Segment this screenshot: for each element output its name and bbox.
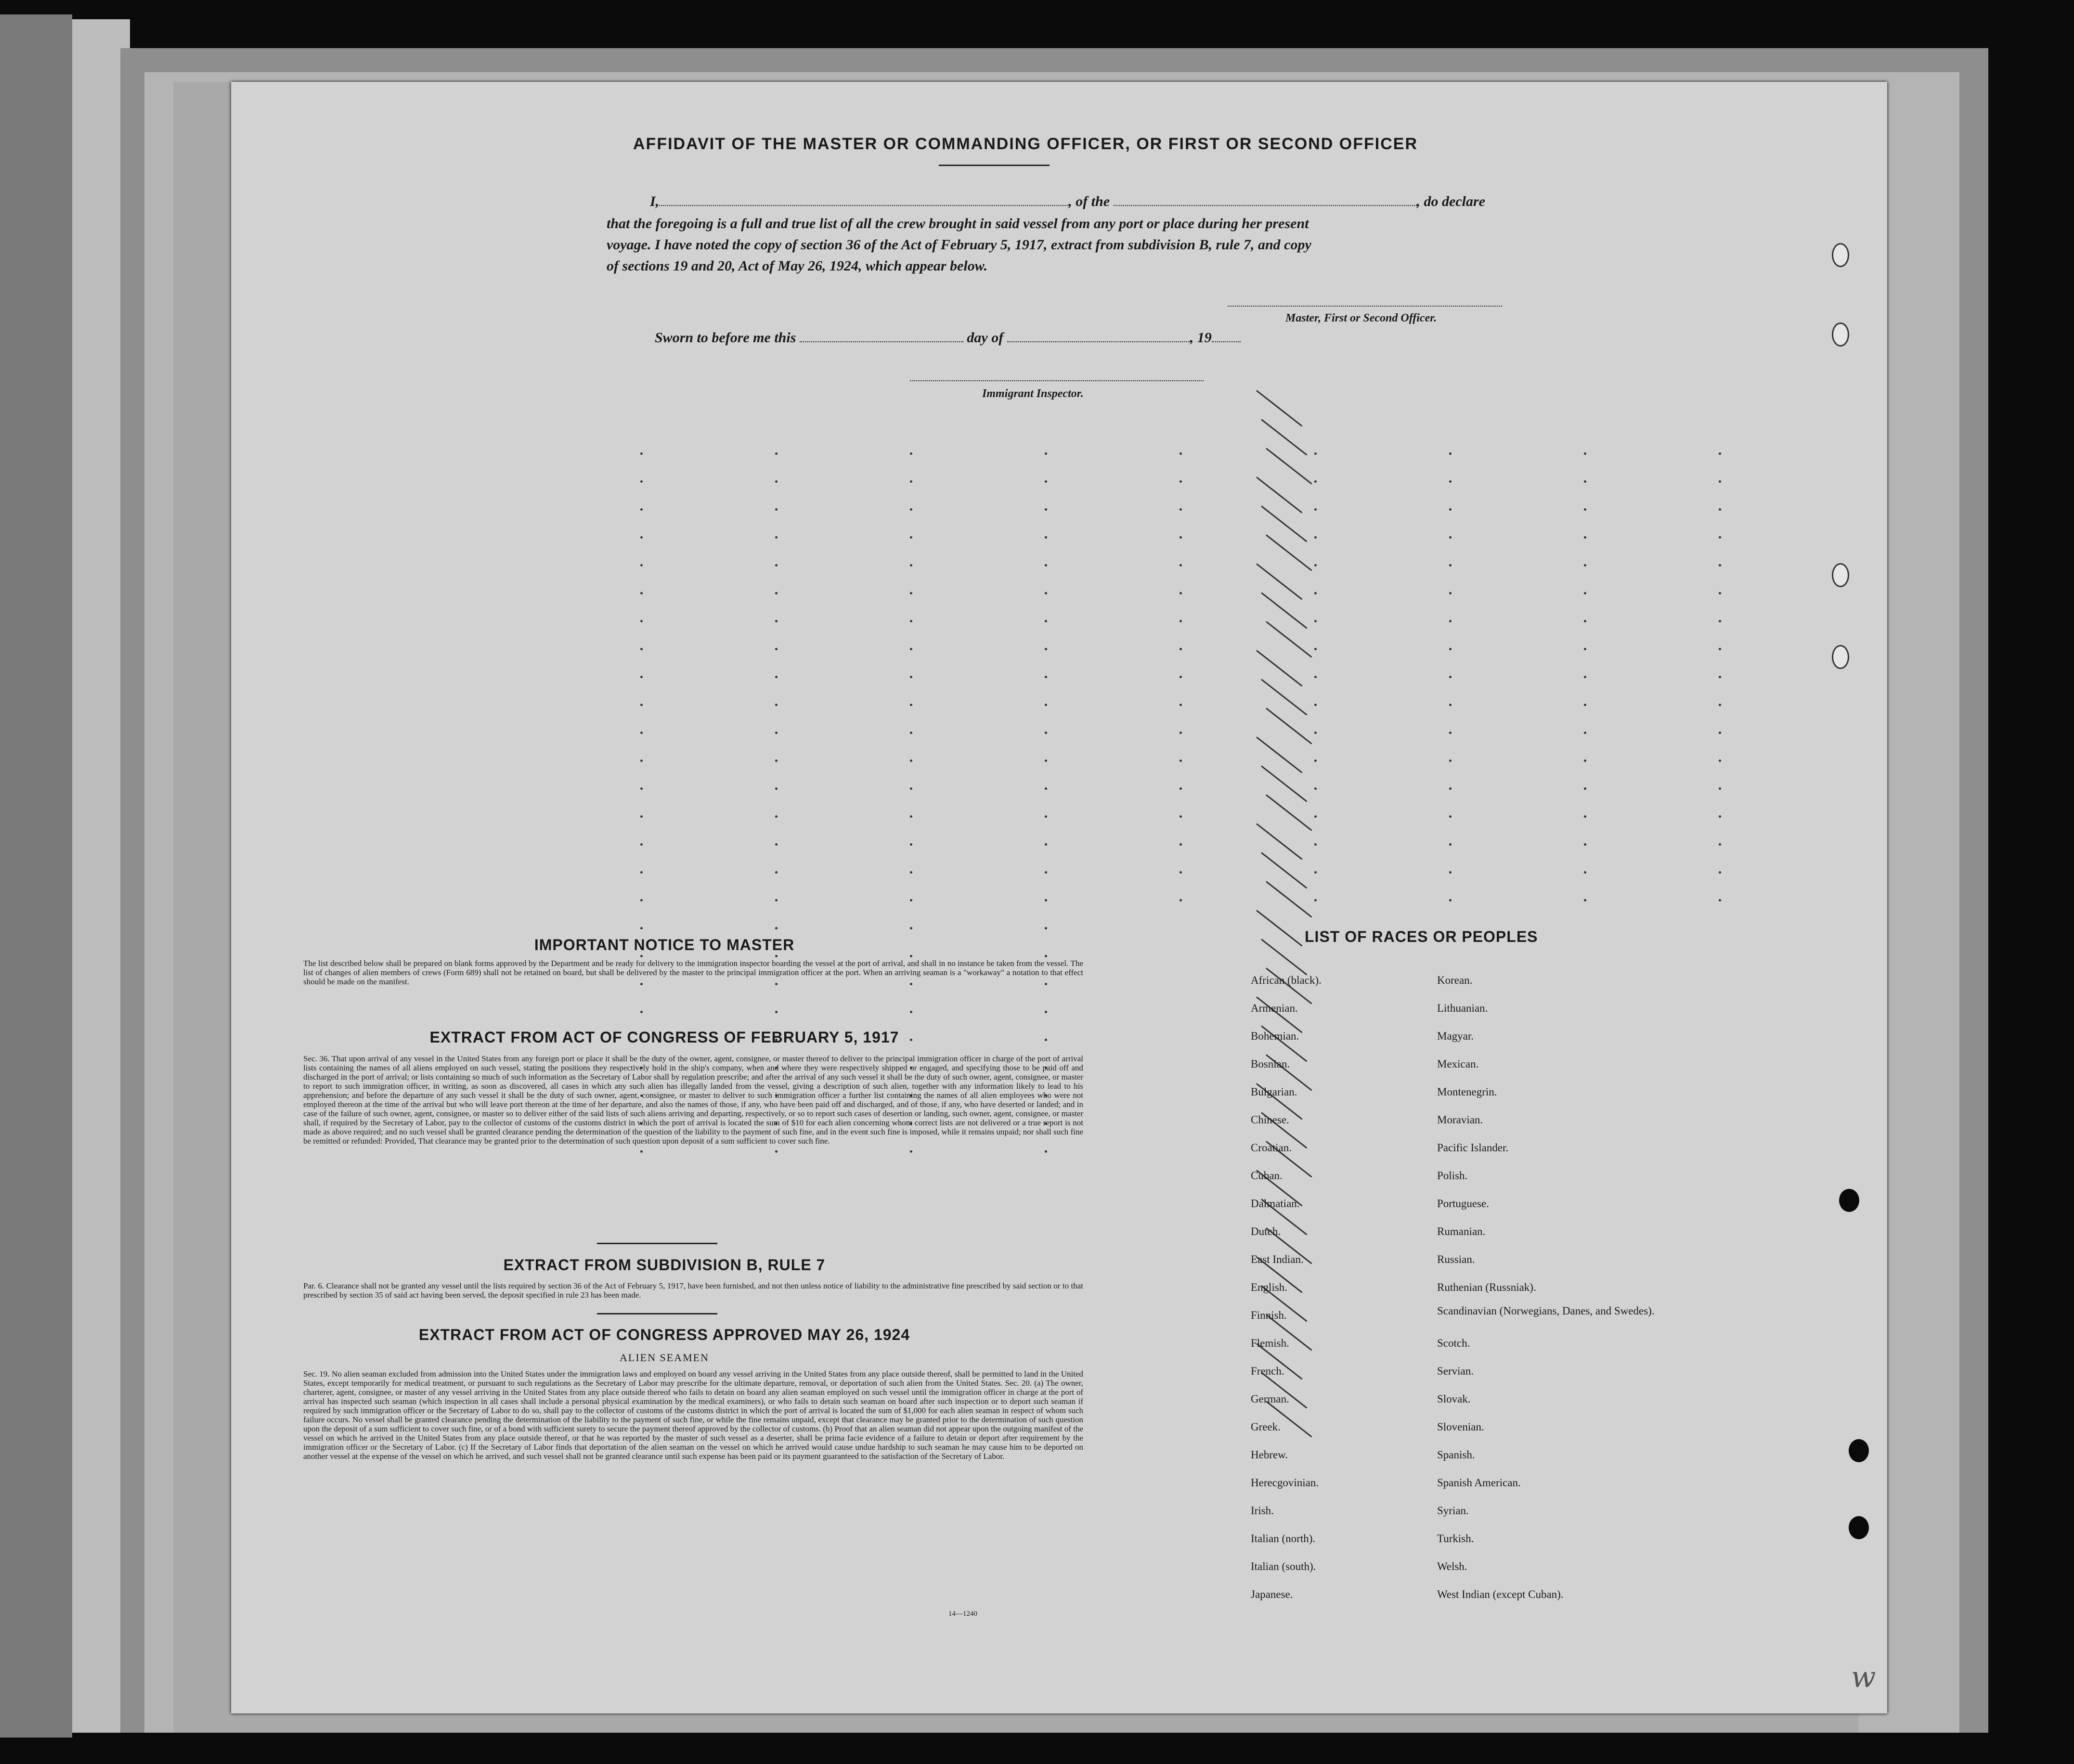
grid-dot [910, 564, 912, 567]
grid-dot [1045, 592, 1047, 594]
grid-dot [640, 704, 643, 706]
grid-dot [910, 899, 912, 901]
notice-title: IMPORTANT NOTICE TO MASTER [534, 936, 795, 953]
race-item: Ruthenian (Russniak). [1437, 1281, 1536, 1293]
grid-dot [775, 704, 778, 706]
affidavit-title: AFFIDAVIT OF THE MASTER OR COMMANDING OFFICER, OR FIRST OR SECOND OFFICER [633, 135, 1418, 153]
race-item: Herecgovinian. [1251, 1477, 1319, 1489]
race-item: Hebrew. [1251, 1449, 1288, 1461]
grid-dot [1314, 648, 1317, 650]
grid-dot [775, 564, 778, 567]
grid-dot [1180, 760, 1182, 762]
grid-dot [1045, 508, 1047, 511]
punch-hole [1849, 1439, 1869, 1462]
race-item: Armenian. [1251, 1002, 1298, 1014]
grid-dot [640, 732, 643, 734]
sworn-prefix: Sworn to before me this [655, 330, 796, 346]
grid-dot [640, 620, 643, 622]
grid-dot [1719, 704, 1721, 706]
grid-dot [640, 536, 643, 539]
section-rule [597, 1243, 717, 1244]
rule7-title: EXTRACT FROM SUBDIVISION B, RULE 7 [503, 1256, 826, 1274]
sworn-day-of: day of [967, 330, 1004, 346]
name-blank [659, 205, 1068, 206]
race-item: Italian (north). [1251, 1532, 1316, 1545]
grid-dot [910, 760, 912, 762]
inspector-signature-label: Immigrant Inspector. [982, 387, 1084, 400]
grid-dot [1314, 452, 1317, 455]
punch-hole [1832, 645, 1849, 669]
grid-dot [1584, 676, 1586, 678]
race-item: English. [1251, 1281, 1288, 1293]
grid-dot [1719, 760, 1721, 762]
grid-dot [1719, 648, 1721, 650]
master-signature-label: Master, First or Second Officer. [1285, 312, 1437, 324]
race-item: Russian. [1437, 1253, 1475, 1265]
grid-dot [775, 843, 778, 846]
grid-dot [910, 927, 912, 929]
punch-hole [1839, 1189, 1859, 1212]
grid-dot [775, 508, 778, 511]
grid-dot [910, 536, 912, 539]
grid-dot [1449, 760, 1452, 762]
grid-dot [1719, 871, 1721, 874]
grid-dot [640, 592, 643, 594]
notice-text: The list described below shall be prepared on blank forms approved by the Department and be ready for delivery to the immigration inspector boarding the vessel at the port of arrival, and shall in no instance be taken from the vessel. The list of changes of alien members of crews (Form 689) shall not be retained on board, but shall be delivered by the master to the principal immigration officer at the port. When an arriving seaman is a "workaway" a notation to that effect should be made on the manifest. [303, 959, 1083, 986]
grid-dot [640, 1011, 643, 1013]
grid-dot [1719, 592, 1721, 594]
grid-dot [775, 871, 778, 874]
grid-dot [640, 1150, 643, 1153]
race-item: Pacific Islander. [1437, 1142, 1509, 1154]
sworn-month-blank [1007, 341, 1190, 342]
grid-dot [1719, 732, 1721, 734]
grid-dot [640, 899, 643, 901]
grid-dot [1180, 676, 1182, 678]
grid-dot [1449, 536, 1452, 539]
grid-dot [1180, 508, 1182, 511]
grid-dot [1449, 732, 1452, 734]
grid-dot [1314, 676, 1317, 678]
sworn-year-blank [1212, 341, 1241, 342]
race-item: Croatian. [1251, 1142, 1292, 1154]
grid-dot [640, 480, 643, 483]
punch-hole [1832, 563, 1849, 587]
grid-dot [640, 927, 643, 929]
grid-dot [1180, 815, 1182, 818]
grid-dot [1449, 508, 1452, 511]
race-item: Polish. [1437, 1170, 1468, 1182]
grid-dot [640, 955, 643, 957]
grid-dot [1719, 620, 1721, 622]
grid-dot [1045, 787, 1047, 790]
grid-dot [910, 787, 912, 790]
race-item: Finnish. [1251, 1309, 1287, 1321]
grid-dot [1314, 899, 1317, 901]
declaration-line-1 [650, 193, 1757, 210]
race-item: Bulgarian. [1251, 1086, 1297, 1098]
race-item: West Indian (except Cuban). [1437, 1588, 1564, 1600]
grid-dot [1719, 676, 1721, 678]
grid-dot [1584, 564, 1586, 567]
grid-dot [1584, 648, 1586, 650]
grid-dot [1180, 899, 1182, 901]
grid-dot [1045, 648, 1047, 650]
sworn-line [655, 330, 1241, 346]
grid-dot [775, 760, 778, 762]
race-item: Servian. [1437, 1365, 1474, 1377]
punch-hole [1832, 322, 1849, 347]
grid-dot [910, 815, 912, 818]
vessel-blank [1114, 205, 1417, 206]
grid-dot [775, 787, 778, 790]
grid-dot [1449, 787, 1452, 790]
race-item: Portuguese. [1437, 1197, 1489, 1210]
grid-dot [1045, 676, 1047, 678]
grid-dot [1719, 899, 1721, 901]
grid-dot [1449, 480, 1452, 483]
race-item: Slovenian. [1437, 1421, 1484, 1433]
grid-dot [1045, 899, 1047, 901]
sworn-day-blank [800, 341, 963, 342]
punch-hole [1849, 1516, 1869, 1539]
grid-dot [775, 899, 778, 901]
grid-dot [640, 760, 643, 762]
grid-dot [640, 787, 643, 790]
grid-dot [640, 452, 643, 455]
master-signature-line [1228, 306, 1502, 307]
grid-dot [775, 648, 778, 650]
grid-dot [1180, 452, 1182, 455]
grid-dot [1314, 620, 1317, 622]
grid-dot [1584, 815, 1586, 818]
race-item: Montenegrin. [1437, 1086, 1497, 1098]
declaration-of-the: , of the [1068, 193, 1110, 209]
grid-dot [910, 955, 912, 957]
grid-dot [1180, 564, 1182, 567]
grid-dot [1719, 452, 1721, 455]
race-item: Irish. [1251, 1505, 1274, 1517]
grid-dot [910, 480, 912, 483]
grid-dot [1449, 648, 1452, 650]
grid-dot [1314, 815, 1317, 818]
grid-dot [1314, 871, 1317, 874]
grid-dot [1180, 787, 1182, 790]
extract-1917-text: Sec. 36. That upon arrival of any vessel in the United States from any foreign port or place it shall be the duty of the owner, agent, consignee, or master thereof to deliver to the principal immigration officer in charge of the port of arrival lists containing the names of all aliens employed on such vessel, stating the positions they respectively hold in the ship's company, when and where they were respectively shipped or engaged, and specifying those to be paid off and discharged in the port of arrival; or lists containing so much of such information as the Secretary of Labor shall by regulation prescribe; and after the arrival of any such vessel it shall be the duty of such owner, agent, consignee, or master to report to such immigration officer, in writing, as soon as discovered, all cases in which any such alien has illegally landed from the vessel, giving a description of such alien, together with any information likely to lead to his apprehension; and before the departure of any such vessel it shall be the duty of such owner, agent, consignee, or master to deliver to such immigration officer a further list containing the names of all alien employees who were not employed thereon at the time of the arrival but who will leave port thereon at the time of her departure, and also the names of those, if any, who have been paid off and discharged, and of those, if any, who have deserted or landed; and in case of the failure of such owner, agent, consignee, or master so to deliver either of the said lists of such aliens arriving and departing, respectively, or so to report such cases of desertion or landing, such owner, agent, consignee, or master shall, if required by the Secretary of Labor, pay to the collector of customs of the customs district in which the port of arrival is located the sum of $10 for each alien concerning whom correct lists are not delivered or a true report is not made as above required; and no such vessel shall be granted clearance pending the determination of the question of the liability to the payment of such fine, and in the event such fine is imposed, while it remains unpaid; nor shall such fine be remitted or refunded: Provided, That clearance may be granted prior to the determination of such question upon deposit of a sum sufficient to cover such fine. [303, 1054, 1083, 1146]
grid-dot [1180, 704, 1182, 706]
grid-dot [910, 871, 912, 874]
grid-dot [640, 564, 643, 567]
grid-dot [1584, 452, 1586, 455]
grid-dot [1180, 732, 1182, 734]
race-item: Welsh. [1437, 1560, 1467, 1572]
grid-dot [1045, 452, 1047, 455]
grid-dot [775, 536, 778, 539]
race-item: Slovak. [1437, 1393, 1471, 1405]
race-item: Bosnian. [1251, 1058, 1290, 1070]
grid-dot [1045, 704, 1047, 706]
grid-dot [1719, 843, 1721, 846]
corner-mark: w [1851, 1661, 1876, 1694]
grid-dot [1314, 704, 1317, 706]
grid-dot [1449, 564, 1452, 567]
grid-dot [1045, 480, 1047, 483]
race-item: French. [1251, 1365, 1284, 1377]
grid-dot [1584, 760, 1586, 762]
grid-dot [910, 452, 912, 455]
grid-dot [1045, 536, 1047, 539]
grid-dot [1584, 704, 1586, 706]
grid-dot [1045, 843, 1047, 846]
race-item: Mexican. [1437, 1058, 1479, 1070]
declaration-line-4: of sections 19 and 20, Act of May 26, 1924, which appear below. [607, 258, 988, 274]
declaration-i: I, [650, 193, 660, 209]
grid-dot [1584, 843, 1586, 846]
grid-dot [775, 732, 778, 734]
grid-dot [640, 648, 643, 650]
grid-dot [1180, 480, 1182, 483]
declaration-line-2: that the foregoing is a full and true list of all the crew brought in said vessel from any port or place during her present [607, 216, 1309, 232]
grid-dot [1314, 732, 1317, 734]
grid-dot [1314, 592, 1317, 594]
race-item: Chinese. [1251, 1114, 1289, 1126]
races-title: LIST OF RACES OR PEOPLES [1305, 928, 1538, 945]
grid-dot [910, 1150, 912, 1153]
extract-1924-text: Sec. 19. No alien seaman excluded from admission into the United States under the immigration laws and employed on board any vessel arriving in the United States from any place outside thereof, shall be permitted to land in the United States, except temporarily for medical treatment, or pursuant to such regulations as the Secretary of Labor may prescribe for the ultimate departure, removal, or deportation of such alien from the United States. Sec. 20. (a) The owner, charterer, agent, consignee, or master of any vessel arriving in the United States from any place outside thereof who fails to detain on board any alien seaman employed on such vessel until the immigration officer in charge at the port of arrival has inspected such seaman (which inspection in all cases shall include a personal physical examination by the medical examiners), or who fails to detain such seaman on board after such inspection or to deport such seaman if required by such immigration officer or the Secretary of Labor to do so, shall pay to the collector of customs of the customs district in which the port of arrival is located the sum of $1,000 for each alien seaman in respect of whom such failure occurs. No vessel shall be granted clearance pending the determination of the liability to the payment of such fine, or while the fine remains unpaid, except that clearance may be granted prior to the determination of such question upon the deposit of a sum sufficient to cover such fine, or of a bond with sufficient surety to secure the payment thereof approved by the collector of customs. (b) Proof that an alien seaman did not appear upon the outgoing manifest of the vessel on which he arrived in the United States from any place outside thereof, or that he was reported by the master of such vessel as a deserter, shall be prima facie evidence of a failure to detain or deport after requirement by the immigration officer or the Secretary of Labor. (c) If the Secretary of Labor finds that deportation of the alien seaman on the vessel on which he arrived would cause undue hardship to such seaman he may cause him to be deported on another vessel at the expense of the vessel on which he arrived, and such vessel shall not be granted clearance until such expense has been paid or its payment guaranteed to the satisfaction of the Secretary of Labor. [303, 1369, 1083, 1461]
grid-dot [910, 676, 912, 678]
grid-dot [640, 843, 643, 846]
grid-dot [1045, 1150, 1047, 1153]
race-item: German. [1251, 1393, 1289, 1405]
race-item: Syrian. [1437, 1505, 1469, 1517]
grid-dot [775, 955, 778, 957]
race-item: Greek. [1251, 1421, 1281, 1433]
alien-seamen-subtitle: ALIEN SEAMEN [620, 1352, 709, 1364]
declaration-line-3: voyage. I have noted the copy of section 36 of the Act of February 5, 1917, extract from subdivision B, rule 7, and copy [607, 237, 1311, 253]
grid-dot [1719, 480, 1721, 483]
grid-dot [1314, 564, 1317, 567]
race-item: Moravian. [1437, 1114, 1483, 1126]
grid-dot [1180, 536, 1182, 539]
race-item: African (black). [1251, 974, 1322, 986]
race-item: Korean. [1437, 974, 1473, 986]
grid-dot [1584, 787, 1586, 790]
race-item: Magyar. [1437, 1030, 1474, 1042]
grid-dot [910, 704, 912, 706]
grid-dot [1180, 871, 1182, 874]
grid-dot [1045, 760, 1047, 762]
grid-dot [1449, 871, 1452, 874]
race-item: Dalmatian. [1251, 1197, 1300, 1210]
grid-dot [1449, 620, 1452, 622]
grid-dot [640, 815, 643, 818]
grid-dot [1449, 899, 1452, 901]
grid-dot [910, 508, 912, 511]
grid-dot [910, 843, 912, 846]
grid-dot [1719, 564, 1721, 567]
section-rule [597, 1313, 717, 1314]
grid-dot [1584, 732, 1586, 734]
grid-dot [1045, 927, 1047, 929]
grid-dot [775, 620, 778, 622]
grid-dot [640, 508, 643, 511]
grid-dot [1719, 815, 1721, 818]
punch-hole [1832, 243, 1849, 267]
races-column-1 [1251, 966, 1443, 1609]
race-item: Rumanian. [1437, 1225, 1486, 1237]
grid-dot [640, 871, 643, 874]
race-item: Dutch. [1251, 1225, 1281, 1237]
grid-dot [775, 592, 778, 594]
grid-dot [1584, 620, 1586, 622]
grid-dot [1180, 648, 1182, 650]
grid-dot [1584, 480, 1586, 483]
grid-dot [1314, 536, 1317, 539]
grid-dot [1449, 592, 1452, 594]
grid-dot [1314, 760, 1317, 762]
grid-dot [1045, 815, 1047, 818]
grid-dot [775, 480, 778, 483]
grid-dot [1045, 620, 1047, 622]
race-item: Turkish. [1437, 1532, 1474, 1545]
grid-dot [910, 592, 912, 594]
race-item: Bohemian. [1251, 1030, 1299, 1042]
extract-1924-title: EXTRACT FROM ACT OF CONGRESS APPROVED MAY 26, 1924 [418, 1326, 910, 1343]
grid-dot [910, 648, 912, 650]
title-underline [939, 165, 1050, 166]
grid-dot [775, 1011, 778, 1013]
grid-dot [1584, 592, 1586, 594]
grid-dot [1045, 871, 1047, 874]
grid-dot [1719, 508, 1721, 511]
grid-dot [1584, 536, 1586, 539]
grid-dot [1584, 899, 1586, 901]
grid-dot [1314, 508, 1317, 511]
grid-dot [1449, 452, 1452, 455]
grid-dot [640, 676, 643, 678]
grid-dot [1584, 871, 1586, 874]
race-item: Japanese. [1251, 1588, 1293, 1600]
grid-dot [1584, 508, 1586, 511]
grid-dot [1180, 592, 1182, 594]
grid-dot [1449, 843, 1452, 846]
race-item: Cuban. [1251, 1170, 1283, 1182]
grid-dot [1314, 787, 1317, 790]
grid-dot [775, 676, 778, 678]
grid-dot [775, 927, 778, 929]
grid-dot [1045, 564, 1047, 567]
declaration-declare: , do declare [1416, 193, 1485, 209]
race-item: Spanish. [1437, 1449, 1475, 1461]
grid-dot [1314, 843, 1317, 846]
grid-dot [910, 1011, 912, 1013]
grid-dot [1314, 480, 1317, 483]
grid-dot [910, 732, 912, 734]
grid-dot [1180, 620, 1182, 622]
grid-dot [1449, 676, 1452, 678]
grid-dot [1719, 536, 1721, 539]
grid-dot [775, 452, 778, 455]
grid-dot [1449, 815, 1452, 818]
form-number: 14—1240 [948, 1610, 977, 1618]
grid-dot [1719, 787, 1721, 790]
race-item: Scandinavian (Norwegians, Danes, and Swedes). [1437, 1305, 1655, 1317]
inspector-signature-line [910, 380, 1204, 381]
races-column-2 [1437, 966, 1687, 1609]
grid-dot [1449, 704, 1452, 706]
grid-dot [910, 620, 912, 622]
extract-1917-title: EXTRACT FROM ACT OF CONGRESS OF FEBRUARY 5, 1917 [429, 1029, 899, 1046]
grid-dot [775, 1150, 778, 1153]
race-item: Lithuanian. [1437, 1002, 1488, 1014]
grid-dot [1045, 955, 1047, 957]
sworn-year: , 19 [1190, 330, 1212, 346]
race-item: Italian (south). [1251, 1560, 1316, 1572]
grid-dot [1045, 732, 1047, 734]
grid-dot [1045, 1011, 1047, 1013]
race-item: East Indian. [1251, 1253, 1304, 1265]
manifest-page [231, 82, 1887, 1713]
rule7-text: Par. 6. Clearance shall not be granted any vessel until the lists required by section 36 of the Act of February 5, 1917, have been furnished, and not then unless notice of liability to the administrative fine prescribed by said section or to that prescribed by section 35 of said act having been served, the deposit specified in rule 23 has been made. [303, 1281, 1083, 1300]
race-item: Flemish. [1251, 1337, 1289, 1349]
left-page-edge [0, 14, 72, 1738]
grid-dot [1180, 843, 1182, 846]
race-item: Scotch. [1437, 1337, 1470, 1349]
grid-dot [775, 815, 778, 818]
race-item: Spanish American. [1437, 1477, 1521, 1489]
